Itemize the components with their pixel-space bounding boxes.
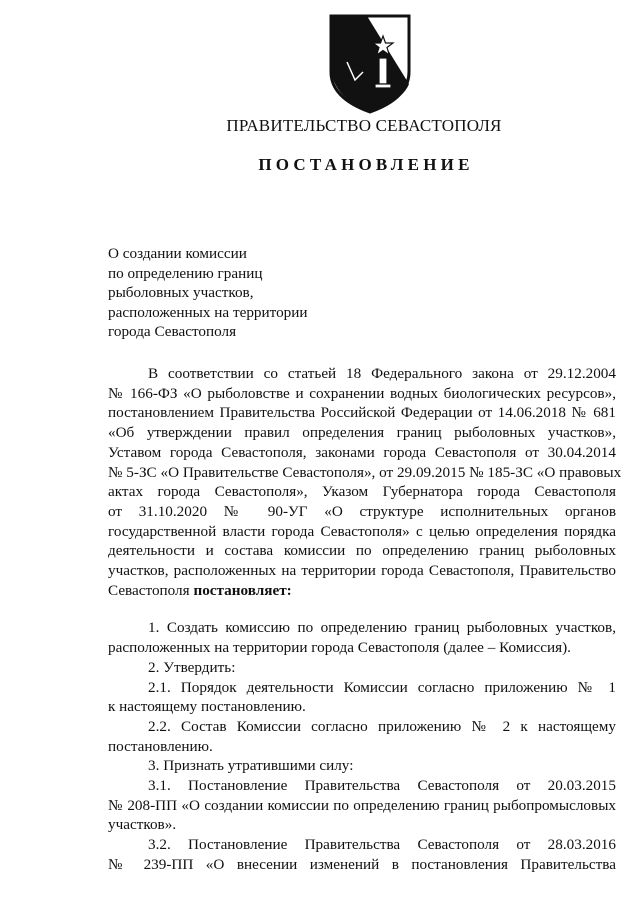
item-3-2: 3.2. Постановление Правительства Севастополя от 28.03.2016 bbox=[148, 836, 616, 854]
item-2-2-cont: постановлению. bbox=[108, 737, 213, 755]
preamble-line: от 31.10.2020 № 90-УГ «О структуре исполнительных органов bbox=[108, 502, 616, 520]
item-1: 1. Создать комиссию по определению границ рыболовных участков, bbox=[148, 619, 616, 637]
paragraph-gap bbox=[108, 600, 616, 618]
preamble-line: постановлением Правительства Российской Федерации от 14.06.2018 № 681 bbox=[108, 404, 616, 422]
item-3-1-end: участков». bbox=[108, 816, 177, 834]
preamble-line: деятельности и состава комиссии по определению границ рыболовных bbox=[108, 542, 616, 560]
item-2: 2. Утвердить: bbox=[148, 658, 236, 676]
item-2-1: 2.1. Порядок деятельности Комиссии согласно приложению № 1 bbox=[148, 678, 616, 696]
subject-line: расположенных на территории bbox=[108, 303, 308, 321]
coat-of-arms-icon bbox=[327, 14, 413, 114]
item-2-2: 2.2. Состав Комиссии согласно приложению № 2 к настоящему bbox=[148, 717, 616, 735]
item-1-cont: расположенных на территории города Севастополя (далее – Комиссия). bbox=[108, 639, 571, 657]
preamble-line: «Об утверждении правил определения границ рыболовных участков», bbox=[108, 424, 616, 442]
resolution-verb: постановляет: bbox=[193, 581, 292, 599]
item-3-1-cont: № 208-ПП «О создании комиссии по определению границ рыбопромысловых bbox=[108, 796, 616, 814]
preamble-line: № 5-ЗС «О Правительстве Севастополя», от 29.09.2015 № 185-ЗС «О правовых bbox=[108, 463, 622, 481]
subject-line: рыболовных участков, bbox=[108, 284, 254, 301]
subject-line: О создании комиссии bbox=[108, 245, 247, 262]
item-2-1-cont: к настоящему постановлению. bbox=[108, 698, 306, 716]
document-type: ПОСТАНОВЛЕНИЕ bbox=[258, 155, 474, 174]
subject-line: по определению границ bbox=[108, 264, 263, 282]
item-3-1: 3.1. Постановление Правительства Севастополя от 20.03.2015 bbox=[148, 777, 616, 795]
preamble-line: № 166-ФЗ «О рыболовстве и сохранении водных биологических ресурсов», bbox=[108, 384, 616, 402]
preamble-final-text: Севастополя bbox=[108, 581, 194, 599]
preamble-line: государственной власти города Севастополя» с целью определения порядка bbox=[108, 522, 616, 540]
preamble-final-line bbox=[108, 581, 616, 601]
government-title: ПРАВИТЕЛЬСТВО СЕВАСТОПОЛЯ bbox=[226, 116, 502, 135]
subject-line: города Севастополя bbox=[108, 323, 237, 340]
preamble-line: В соответствии со статьей 18 Федерального закона от 29.12.2004 bbox=[148, 365, 616, 382]
document-subject bbox=[108, 244, 308, 342]
preamble-line: участков, расположенных на территории города Севастополя, Правительство bbox=[108, 562, 616, 580]
preamble-line: актах города Севастополя», Указом Губернатора города Севастополя bbox=[108, 483, 616, 501]
preamble-line: Уставом города Севастополя, законами города Севастополя от 30.04.2014 bbox=[108, 443, 616, 461]
document-body bbox=[108, 364, 622, 875]
item-3-2-cont: № 239-ПП «О внесении изменений в постановления Правительства bbox=[108, 855, 616, 873]
item-3: 3. Признать утратившими силу: bbox=[148, 757, 354, 775]
